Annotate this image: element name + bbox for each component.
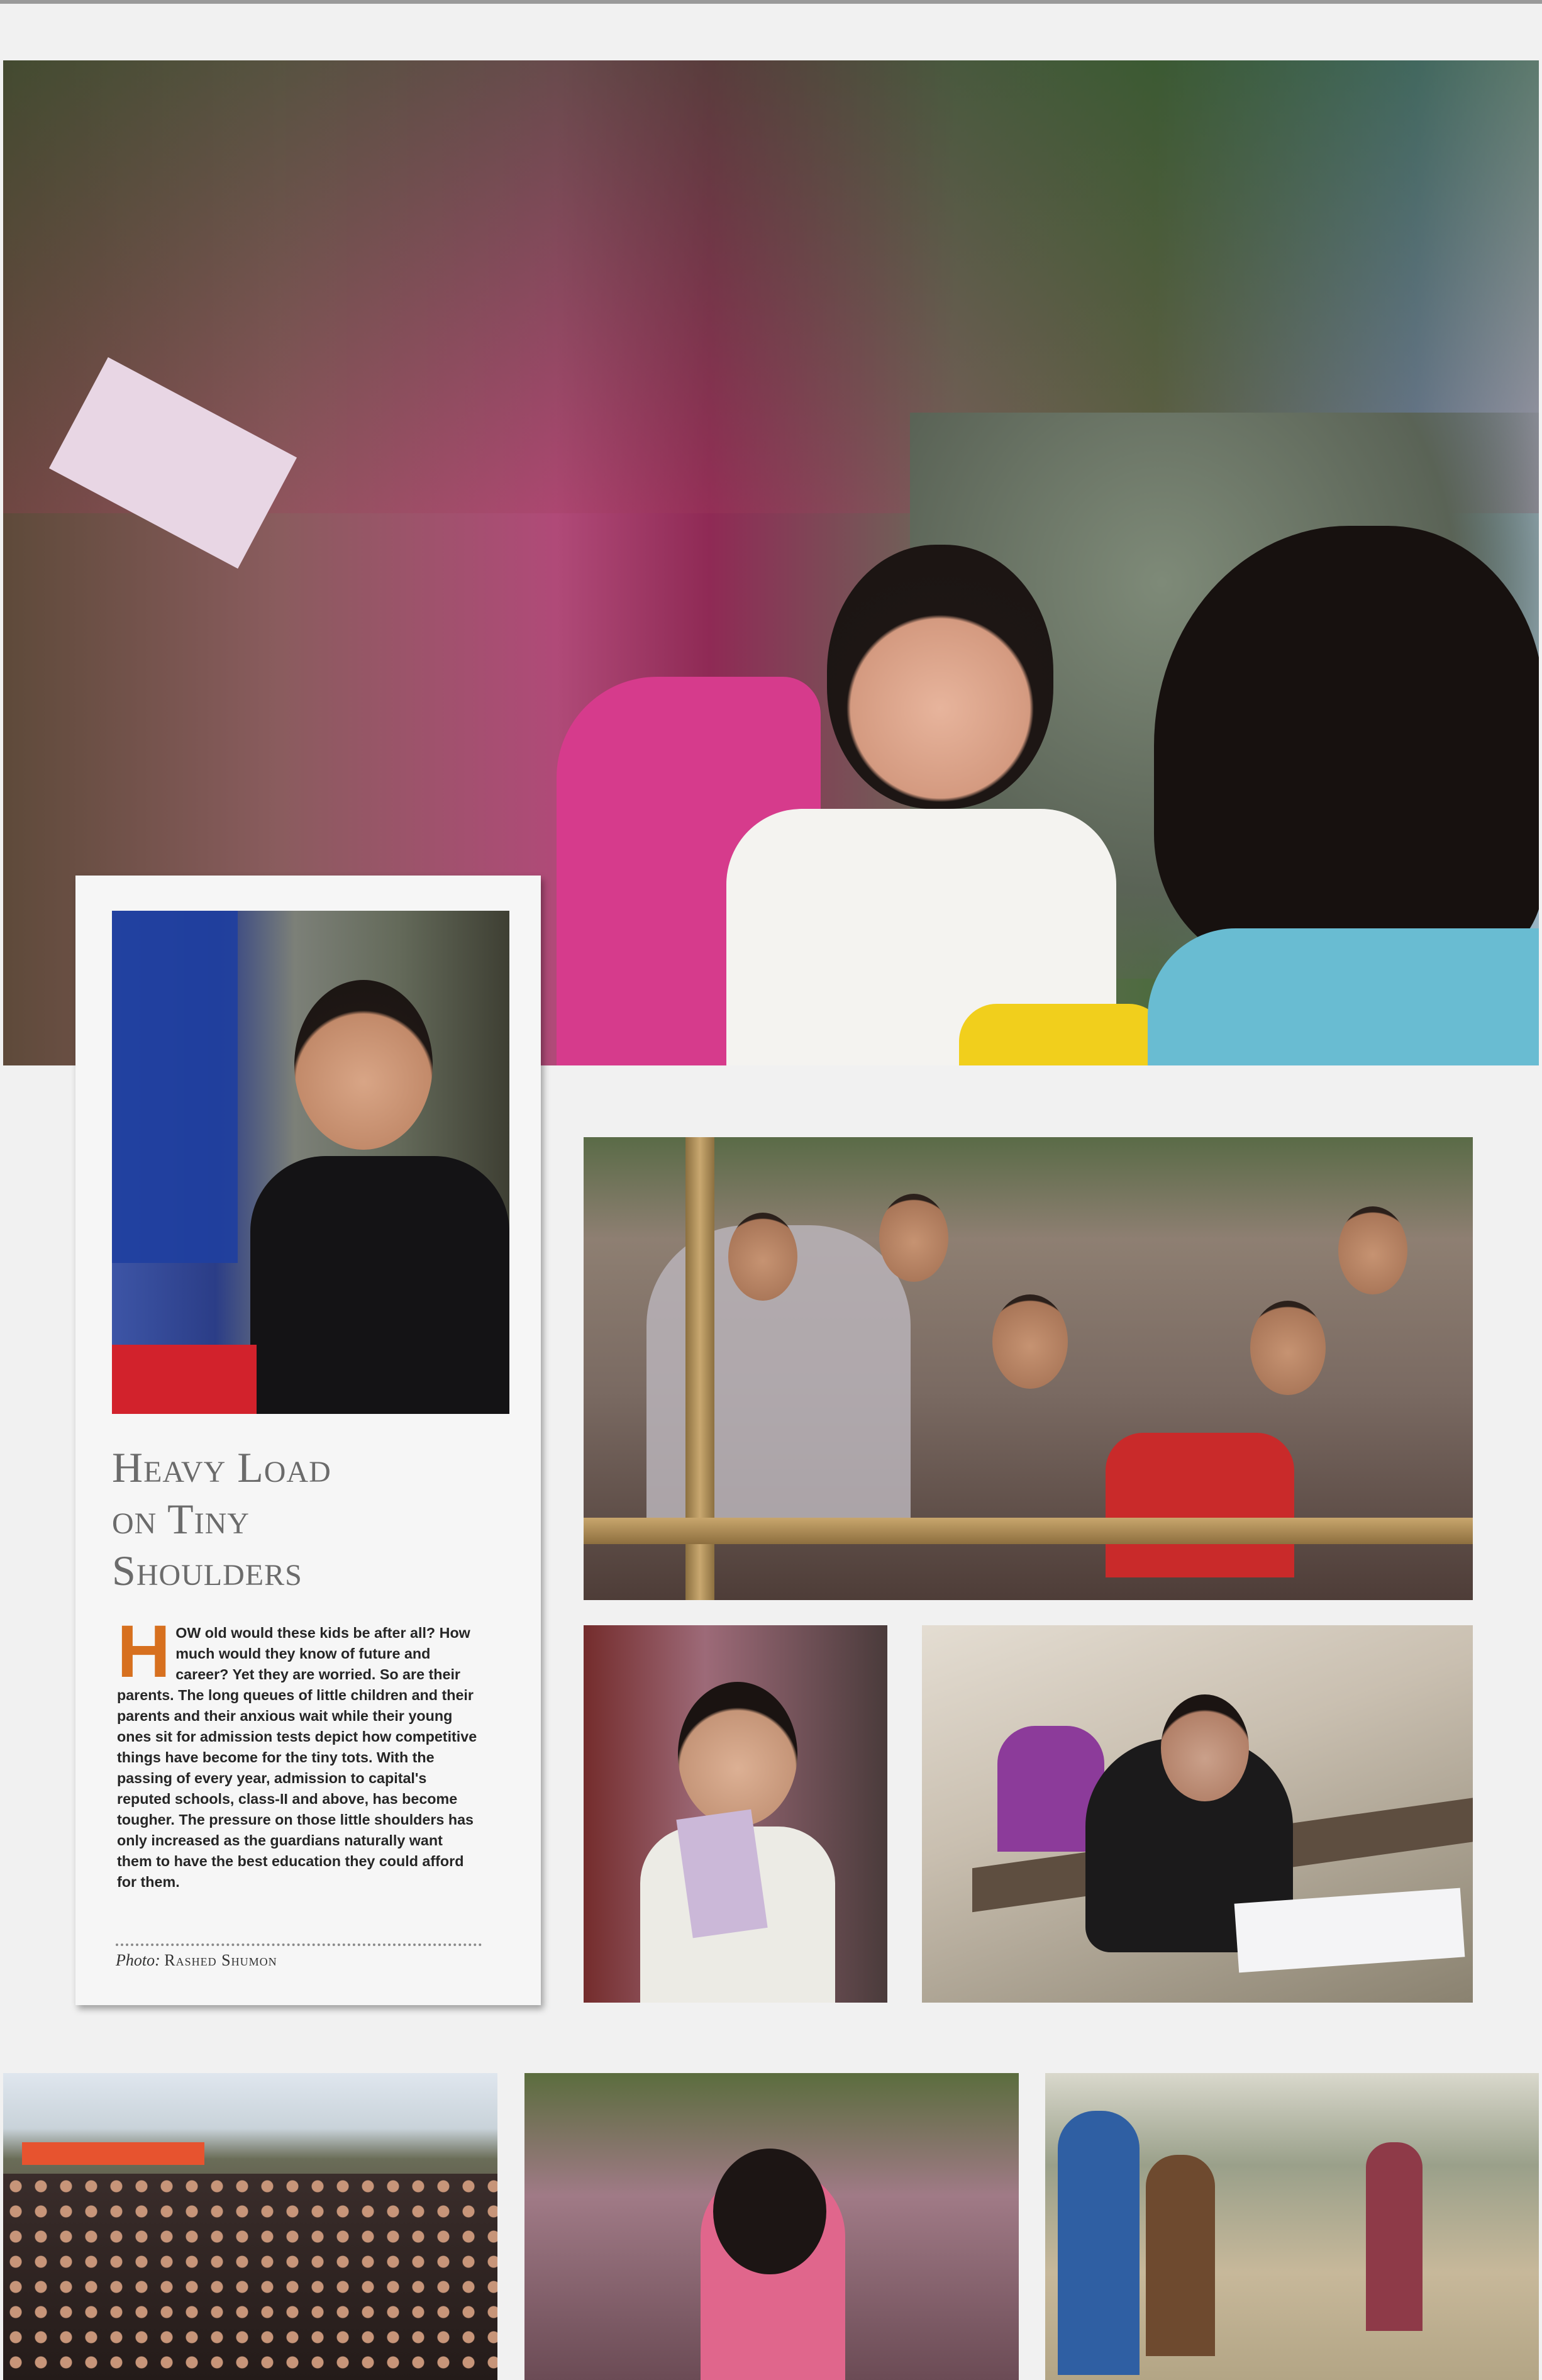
story-panel [75,876,541,2005]
hero-yellow-cloth [959,1004,1167,1065]
top-rule [0,0,1542,4]
mother-blue-shawl [112,911,238,1263]
photo-crowd-outside-school [3,2073,497,2380]
photo-credit [116,1951,493,1970]
photo-girl-in-black-dress [112,911,509,1414]
girl-face [294,980,433,1150]
parent-face [728,1213,797,1301]
woman-red-dupatta [1106,1433,1294,1577]
girl-head [713,2149,826,2274]
crowd [3,2174,497,2380]
man-blue-sweater [1058,2111,1140,2375]
headline-line-2: on Tiny [112,1495,250,1543]
parent-face [879,1194,948,1282]
story-body [117,1610,479,1893]
parent-face [1338,1206,1407,1294]
boy-brown-jacket [1146,2155,1215,2356]
banner [22,2142,204,2165]
hero-blue-shirt [1148,928,1539,1065]
photo-girl-with-admit-card [584,1625,887,2003]
bamboo-barrier [584,1518,1473,1544]
girl-black-dress [250,1156,509,1414]
photo-waiting-parents [584,1137,1473,1600]
exam-paper [1234,1888,1465,1973]
hero-girl-ponytail [1154,526,1539,966]
girl-walking [1366,2142,1423,2331]
story-body-text: OW old would these kids be after all? How much would they know of future and career? Yet they are worried. So are their parents. The long queues of little children and their parents and their anxious wait while their young ones sit for admission tests depict how competitive things have become for the tiny tots. With the passing of every year, admission to capital's reputed schools, class-II and above, has become tougher. The pressure on those little shoulders has only increased as the guardians naturally want them to have the best education they could afford for them. [117,1625,477,1890]
story-headline [112,1442,509,1596]
hero-girl-looking-up [827,545,1053,809]
photographer-name: Rashed Shumon [164,1951,277,1969]
girl-face [678,1682,797,1827]
headline-line-1: Heavy Load [112,1443,331,1491]
parent-face [992,1294,1068,1389]
photo-children-queue [524,2073,1019,2380]
photo-admission-test-classroom [922,1625,1473,2003]
credit-divider [116,1943,482,1946]
drop-cap: H [117,1610,171,1693]
headline-line-3: Shoulders [112,1547,302,1594]
photo-credit-label: Photo: [116,1951,160,1969]
child-face [1161,1694,1249,1801]
photo-schoolyard-guardians [1045,2073,1539,2380]
red-bag [112,1345,257,1414]
parent-face [1250,1301,1326,1395]
